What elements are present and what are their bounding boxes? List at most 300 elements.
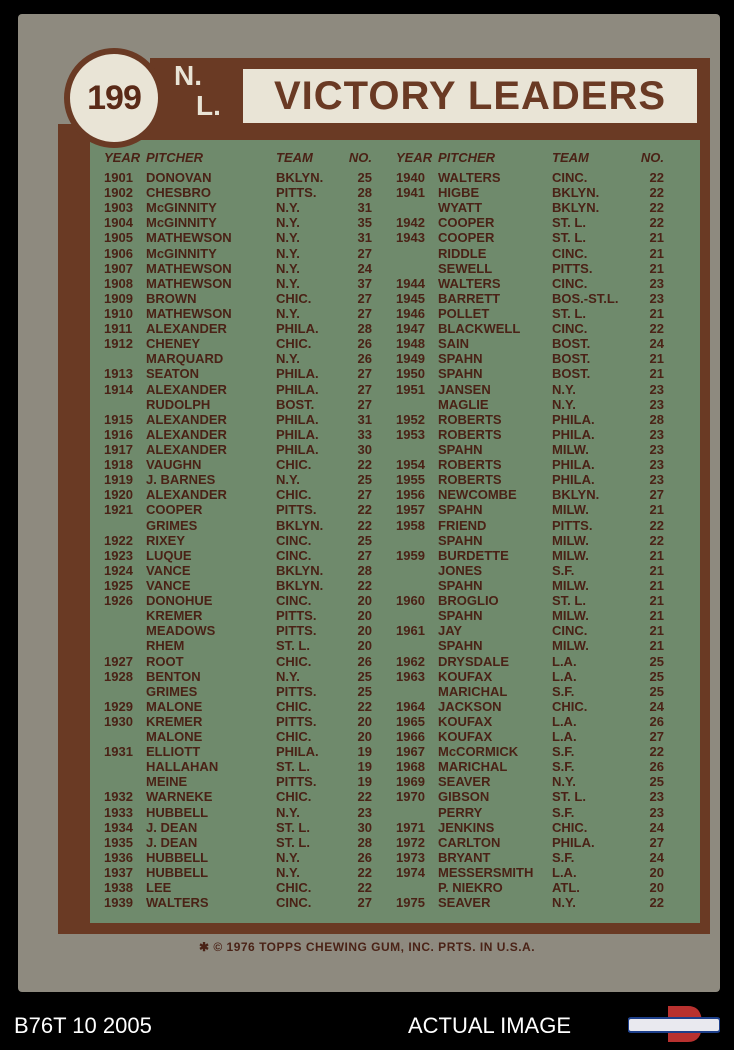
row-pitcher: CHESBRO bbox=[146, 185, 212, 201]
row-team: S.F. bbox=[552, 744, 575, 760]
row-pitcher: MEADOWS bbox=[146, 623, 216, 639]
row-team: L.A. bbox=[552, 729, 577, 745]
table-row bbox=[396, 774, 664, 789]
row-team: PHILA. bbox=[276, 744, 319, 760]
row-year: 1929 bbox=[104, 698, 133, 714]
row-team: ST. L. bbox=[276, 819, 310, 835]
row-pitcher: SEAVER bbox=[438, 774, 491, 790]
table-row bbox=[396, 397, 664, 412]
row-wins: 28 bbox=[357, 562, 372, 578]
row-team: BOST. bbox=[552, 336, 591, 352]
row-pitcher: RHEM bbox=[146, 638, 185, 654]
title-box bbox=[240, 66, 700, 126]
table-row bbox=[104, 336, 372, 351]
row-team: BKLYN. bbox=[276, 577, 324, 593]
row-wins: 28 bbox=[357, 321, 372, 337]
table-row bbox=[396, 427, 664, 442]
row-pitcher: HUBBELL bbox=[146, 865, 209, 881]
row-year: 1964 bbox=[396, 698, 425, 714]
row-pitcher: ROOT bbox=[146, 653, 184, 669]
table-row bbox=[396, 487, 664, 502]
row-year: 1928 bbox=[104, 668, 133, 684]
table-row bbox=[396, 563, 664, 578]
table-row bbox=[104, 850, 372, 865]
row-wins: 25 bbox=[357, 170, 372, 185]
row-pitcher: SPAHN bbox=[438, 532, 483, 548]
row-pitcher: LEE bbox=[146, 880, 172, 896]
row-team: PITTS. bbox=[276, 608, 317, 624]
row-team: CINC. bbox=[552, 245, 588, 261]
row-team: ST. L. bbox=[276, 759, 310, 775]
table-row bbox=[396, 593, 664, 608]
row-wins: 22 bbox=[357, 865, 372, 881]
row-team: CHIC. bbox=[552, 698, 588, 714]
row-wins: 20 bbox=[357, 729, 372, 745]
row-wins: 22 bbox=[649, 170, 664, 185]
row-year: 1914 bbox=[104, 381, 133, 397]
table-row bbox=[104, 457, 372, 472]
leaders-table-right bbox=[396, 150, 664, 910]
row-pitcher: KOUFAX bbox=[438, 668, 493, 684]
row-team: PHILA. bbox=[552, 472, 595, 488]
row-pitcher: BRYANT bbox=[438, 849, 491, 865]
row-team: PHILA. bbox=[552, 457, 595, 473]
table-row bbox=[396, 880, 664, 895]
table-row bbox=[104, 246, 372, 261]
row-team: N.Y. bbox=[276, 200, 300, 216]
table-row bbox=[104, 548, 372, 563]
row-pitcher: KREMER bbox=[146, 713, 203, 729]
row-team: N.Y. bbox=[276, 245, 300, 261]
row-team: BKLYN. bbox=[276, 562, 324, 578]
table-row bbox=[396, 518, 664, 533]
row-pitcher: BENTON bbox=[146, 668, 201, 684]
row-year: 1921 bbox=[104, 502, 133, 518]
row-team: CHIC. bbox=[276, 789, 312, 805]
row-year: 1962 bbox=[396, 653, 425, 669]
row-team: S.F. bbox=[552, 683, 575, 699]
row-team: PITTS. bbox=[552, 260, 593, 276]
row-team: PHILA. bbox=[276, 411, 319, 427]
row-team: MILW. bbox=[552, 502, 589, 518]
row-pitcher: WALTERS bbox=[146, 895, 209, 911]
row-pitcher: HUBBELL bbox=[146, 849, 209, 865]
row-pitcher: COOPER bbox=[146, 502, 203, 518]
table-row bbox=[396, 351, 664, 366]
table-row bbox=[396, 654, 664, 669]
row-wins: 27 bbox=[357, 396, 372, 412]
row-team: CHIC. bbox=[276, 729, 312, 745]
row-year: 1943 bbox=[396, 230, 425, 246]
table-row bbox=[104, 215, 372, 230]
row-pitcher: SPAHN bbox=[438, 351, 483, 367]
header-number: NO. bbox=[640, 150, 664, 165]
row-year: 1959 bbox=[396, 547, 425, 563]
row-year: 1919 bbox=[104, 472, 133, 488]
row-pitcher: SEATON bbox=[146, 366, 199, 382]
table-row bbox=[104, 880, 372, 895]
row-team: ST. L. bbox=[552, 789, 586, 805]
row-wins: 22 bbox=[357, 789, 372, 805]
row-team: N.Y. bbox=[552, 774, 576, 790]
row-team: BOST. bbox=[552, 351, 591, 367]
table-row bbox=[104, 563, 372, 578]
row-team: L.A. bbox=[552, 653, 577, 669]
row-wins: 26 bbox=[357, 351, 372, 367]
row-pitcher: ALEXANDER bbox=[146, 441, 227, 457]
table-row bbox=[396, 457, 664, 472]
row-wins: 27 bbox=[357, 381, 372, 397]
row-year: 1952 bbox=[396, 411, 425, 427]
table-row bbox=[104, 729, 372, 744]
table-rows bbox=[104, 170, 372, 910]
row-team: BOST. bbox=[276, 396, 315, 412]
row-wins: 21 bbox=[649, 593, 664, 609]
row-team: N.Y. bbox=[276, 230, 300, 246]
row-year: 1917 bbox=[104, 441, 133, 457]
row-year: 1918 bbox=[104, 457, 133, 473]
table-row bbox=[396, 276, 664, 291]
row-pitcher: SEWELL bbox=[438, 260, 493, 276]
table-header bbox=[104, 150, 372, 170]
row-year: 1909 bbox=[104, 290, 133, 306]
row-pitcher: MEINE bbox=[146, 774, 188, 790]
table-row bbox=[104, 502, 372, 517]
table-row bbox=[104, 351, 372, 366]
row-pitcher: WYATT bbox=[438, 200, 483, 216]
row-pitcher: ALEXANDER bbox=[146, 381, 227, 397]
row-year: 1945 bbox=[396, 290, 425, 306]
row-wins: 23 bbox=[649, 789, 664, 805]
row-pitcher: VANCE bbox=[146, 577, 191, 593]
row-team: BKLYN. bbox=[552, 185, 600, 201]
row-wins: 28 bbox=[357, 185, 372, 201]
row-team: PHILA. bbox=[552, 426, 595, 442]
row-wins: 23 bbox=[649, 804, 664, 820]
row-team: BKLYN. bbox=[276, 517, 324, 533]
row-wins: 21 bbox=[649, 245, 664, 261]
row-year: 1974 bbox=[396, 865, 425, 881]
row-pitcher: DONOHUE bbox=[146, 593, 213, 609]
row-pitcher: RIDDLE bbox=[438, 245, 487, 261]
row-pitcher: McGINNITY bbox=[146, 200, 217, 216]
row-wins: 28 bbox=[649, 411, 664, 427]
row-pitcher: RIXEY bbox=[146, 532, 186, 548]
row-team: N.Y. bbox=[276, 804, 300, 820]
row-wins: 27 bbox=[649, 834, 664, 850]
row-wins: 35 bbox=[357, 215, 372, 231]
row-team: BOS.-ST.L. bbox=[552, 290, 619, 306]
row-wins: 27 bbox=[357, 895, 372, 911]
row-wins: 21 bbox=[649, 562, 664, 578]
table-rows bbox=[396, 170, 664, 910]
table-row bbox=[104, 699, 372, 714]
row-team: CHIC. bbox=[276, 457, 312, 473]
row-year: 1936 bbox=[104, 849, 133, 865]
row-wins: 25 bbox=[357, 668, 372, 684]
row-pitcher: SAIN bbox=[438, 336, 470, 352]
row-team: PITTS. bbox=[276, 683, 317, 699]
league-label bbox=[170, 60, 232, 124]
row-pitcher: ALEXANDER bbox=[146, 321, 227, 337]
row-pitcher: JAY bbox=[438, 623, 463, 639]
row-wins: 24 bbox=[649, 849, 664, 865]
row-wins: 37 bbox=[357, 275, 372, 291]
row-team: S.F. bbox=[552, 759, 575, 775]
table-row bbox=[396, 638, 664, 653]
row-pitcher: MAGLIE bbox=[438, 396, 489, 412]
row-year: 1972 bbox=[396, 834, 425, 850]
actual-image-label: ACTUAL IMAGE bbox=[408, 1013, 571, 1038]
row-team: CINC. bbox=[552, 275, 588, 291]
row-wins: 27 bbox=[357, 290, 372, 306]
row-team: CHIC. bbox=[276, 487, 312, 503]
row-team: MILW. bbox=[552, 547, 589, 563]
row-year: 1908 bbox=[104, 275, 133, 291]
row-wins: 22 bbox=[649, 200, 664, 216]
row-pitcher: LUQUE bbox=[146, 547, 192, 563]
row-pitcher: HIGBE bbox=[438, 185, 480, 201]
row-pitcher: HUBBELL bbox=[146, 804, 209, 820]
table-row bbox=[396, 533, 664, 548]
row-wins: 30 bbox=[357, 819, 372, 835]
row-team: PITTS. bbox=[276, 774, 317, 790]
table-row bbox=[104, 276, 372, 291]
table-row bbox=[396, 230, 664, 245]
row-pitcher: DRYSDALE bbox=[438, 653, 510, 669]
row-pitcher: GRIMES bbox=[146, 683, 198, 699]
row-wins: 23 bbox=[649, 441, 664, 457]
row-team: CINC. bbox=[552, 321, 588, 337]
row-wins: 21 bbox=[649, 608, 664, 624]
row-year: 1905 bbox=[104, 230, 133, 246]
row-team: L.A. bbox=[552, 668, 577, 684]
row-wins: 26 bbox=[649, 759, 664, 775]
table-row bbox=[104, 366, 372, 381]
row-year: 1912 bbox=[104, 336, 133, 352]
row-pitcher: BLACKWELL bbox=[438, 321, 521, 337]
table-row bbox=[104, 472, 372, 487]
row-team: PITTS. bbox=[552, 517, 593, 533]
table-row bbox=[396, 850, 664, 865]
row-team: BOST. bbox=[552, 366, 591, 382]
row-year: 1916 bbox=[104, 426, 133, 442]
row-year: 1960 bbox=[396, 593, 425, 609]
row-team: PHILA. bbox=[276, 441, 319, 457]
row-wins: 27 bbox=[357, 366, 372, 382]
row-wins: 20 bbox=[649, 865, 664, 881]
row-wins: 22 bbox=[649, 744, 664, 760]
row-wins: 25 bbox=[649, 774, 664, 790]
row-team: CINC. bbox=[276, 593, 312, 609]
row-wins: 27 bbox=[649, 729, 664, 745]
row-pitcher: VANCE bbox=[146, 562, 191, 578]
row-pitcher: JANSEN bbox=[438, 381, 491, 397]
row-wins: 23 bbox=[649, 457, 664, 473]
row-year: 1913 bbox=[104, 366, 133, 382]
row-wins: 25 bbox=[357, 472, 372, 488]
row-wins: 20 bbox=[357, 593, 372, 609]
row-pitcher: FRIEND bbox=[438, 517, 487, 533]
row-year: 1957 bbox=[396, 502, 425, 518]
row-wins: 21 bbox=[649, 260, 664, 276]
row-year: 1930 bbox=[104, 713, 133, 729]
row-pitcher: ROBERTS bbox=[438, 457, 502, 473]
row-year: 1968 bbox=[396, 759, 425, 775]
row-team: MILW. bbox=[552, 577, 589, 593]
row-pitcher: McCORMICK bbox=[438, 744, 519, 760]
table-row bbox=[396, 699, 664, 714]
row-year: 1906 bbox=[104, 245, 133, 261]
row-wins: 25 bbox=[357, 532, 372, 548]
row-year: 1939 bbox=[104, 895, 133, 911]
row-year: 1965 bbox=[396, 713, 425, 729]
table-row bbox=[396, 185, 664, 200]
table-row bbox=[104, 306, 372, 321]
row-wins: 20 bbox=[357, 713, 372, 729]
row-year: 1922 bbox=[104, 532, 133, 548]
row-pitcher: JENKINS bbox=[438, 819, 495, 835]
league-label-bottom: L. bbox=[196, 90, 221, 121]
row-team: N.Y. bbox=[552, 396, 576, 412]
header-year: YEAR bbox=[396, 150, 433, 165]
card-title: VICTORY LEADERS bbox=[273, 73, 667, 118]
row-pitcher: MALONE bbox=[146, 698, 203, 714]
row-pitcher: SPAHN bbox=[438, 366, 483, 382]
row-year: 1931 bbox=[104, 744, 133, 760]
row-pitcher: COOPER bbox=[438, 230, 495, 246]
table-row bbox=[104, 684, 372, 699]
deans-cards-logo bbox=[628, 1006, 720, 1042]
row-year: 1973 bbox=[396, 849, 425, 865]
table-row bbox=[396, 729, 664, 744]
row-year: 1967 bbox=[396, 744, 425, 760]
row-wins: 26 bbox=[357, 653, 372, 669]
table-row bbox=[396, 291, 664, 306]
table-row bbox=[396, 623, 664, 638]
row-pitcher: MARICHAL bbox=[438, 759, 508, 775]
row-pitcher: KOUFAX bbox=[438, 729, 493, 745]
table-row bbox=[396, 805, 664, 820]
row-team: CINC. bbox=[276, 895, 312, 911]
table-row bbox=[104, 412, 372, 427]
table-row bbox=[396, 835, 664, 850]
row-pitcher: SPAHN bbox=[438, 577, 483, 593]
row-team: S.F. bbox=[552, 849, 575, 865]
row-wins: 28 bbox=[357, 834, 372, 850]
row-wins: 22 bbox=[357, 698, 372, 714]
table-row bbox=[396, 472, 664, 487]
row-wins: 23 bbox=[649, 426, 664, 442]
row-wins: 27 bbox=[357, 547, 372, 563]
row-pitcher: CARLTON bbox=[438, 834, 501, 850]
row-wins: 23 bbox=[649, 275, 664, 291]
table-row bbox=[104, 774, 372, 789]
row-year: 1970 bbox=[396, 789, 425, 805]
row-wins: 21 bbox=[649, 351, 664, 367]
row-pitcher: WARNEKE bbox=[146, 789, 213, 805]
row-pitcher: PERRY bbox=[438, 804, 483, 820]
table-row bbox=[396, 336, 664, 351]
row-pitcher: P. NIEKRO bbox=[438, 880, 503, 896]
table-row bbox=[396, 442, 664, 457]
row-pitcher: BARRETT bbox=[438, 290, 501, 306]
table-row bbox=[104, 533, 372, 548]
row-team: N.Y. bbox=[276, 260, 300, 276]
row-wins: 23 bbox=[649, 381, 664, 397]
table-row bbox=[104, 518, 372, 533]
table-row bbox=[104, 759, 372, 774]
row-wins: 23 bbox=[649, 472, 664, 488]
table-row bbox=[104, 170, 372, 185]
copyright-line bbox=[0, 940, 734, 954]
row-team: MILW. bbox=[552, 532, 589, 548]
row-team: N.Y. bbox=[276, 472, 300, 488]
table-row bbox=[104, 261, 372, 276]
table-row bbox=[104, 865, 372, 880]
table-row bbox=[104, 578, 372, 593]
row-pitcher: NEWCOMBE bbox=[438, 487, 517, 503]
leaders-table-left bbox=[104, 150, 372, 910]
row-wins: 25 bbox=[357, 683, 372, 699]
table-row bbox=[104, 487, 372, 502]
table-row bbox=[104, 895, 372, 910]
row-team: L.A. bbox=[552, 865, 577, 881]
row-team: L.A. bbox=[552, 713, 577, 729]
row-wins: 21 bbox=[649, 230, 664, 246]
table-row bbox=[104, 744, 372, 759]
row-team: MILW. bbox=[552, 608, 589, 624]
row-pitcher: WALTERS bbox=[438, 170, 501, 185]
row-team: N.Y. bbox=[552, 895, 576, 911]
row-pitcher: MALONE bbox=[146, 729, 203, 745]
table-row bbox=[104, 442, 372, 457]
table-row bbox=[104, 623, 372, 638]
row-pitcher: DONOVAN bbox=[146, 170, 212, 185]
row-year: 1903 bbox=[104, 200, 133, 216]
row-team: CINC. bbox=[276, 532, 312, 548]
row-wins: 27 bbox=[357, 487, 372, 503]
row-year: 1925 bbox=[104, 577, 133, 593]
table-row bbox=[104, 820, 372, 835]
row-team: PHILA. bbox=[276, 381, 319, 397]
row-wins: 24 bbox=[649, 698, 664, 714]
row-team: ST. L. bbox=[552, 230, 586, 246]
row-year: 1949 bbox=[396, 351, 425, 367]
league-label-top: N. bbox=[174, 60, 202, 91]
row-team: PHILA. bbox=[276, 321, 319, 337]
row-wins: 19 bbox=[357, 774, 372, 790]
row-pitcher: KOUFAX bbox=[438, 713, 493, 729]
table-row bbox=[104, 669, 372, 684]
row-year: 1942 bbox=[396, 215, 425, 231]
row-pitcher: MATHEWSON bbox=[146, 305, 232, 321]
row-pitcher: JACKSON bbox=[438, 698, 502, 714]
row-wins: 22 bbox=[649, 321, 664, 337]
row-year: 1969 bbox=[396, 774, 425, 790]
row-year: 1924 bbox=[104, 562, 133, 578]
row-team: PITTS. bbox=[276, 623, 317, 639]
table-header bbox=[396, 150, 664, 170]
row-team: N.Y. bbox=[276, 275, 300, 291]
row-wins: 24 bbox=[649, 819, 664, 835]
header-year: YEAR bbox=[104, 150, 141, 165]
row-year: 1948 bbox=[396, 336, 425, 352]
row-year: 1961 bbox=[396, 623, 425, 639]
row-wins: 22 bbox=[649, 895, 664, 911]
table-row bbox=[396, 789, 664, 804]
row-team: CINC. bbox=[276, 547, 312, 563]
